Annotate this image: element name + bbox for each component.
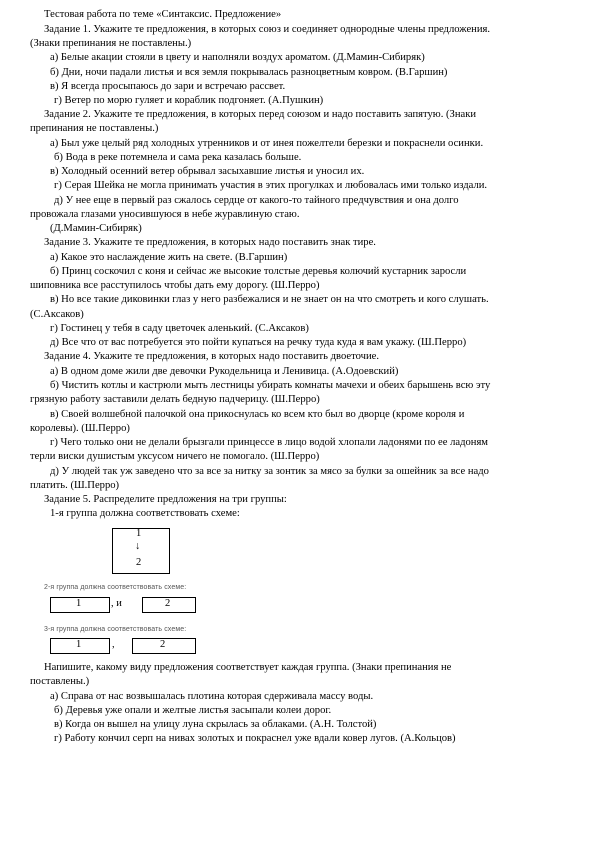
task5-option-g: г) Работу кончил серп на нивах золотых и покраснел уже вдали ковер лугов. (А.Кольцов) — [54, 733, 456, 744]
task5-group1-label: 1-я группа должна соответствовать схеме: — [50, 508, 240, 519]
task4-heading: Задание 4. Укажите те предложения, в которых надо поставить двоеточие. — [44, 351, 379, 362]
task5-group3-label: 3-я группа должна соответствовать схеме: — [44, 626, 187, 633]
task2-author: (Д.Мамин-Сибиряк) — [50, 223, 142, 234]
task4-option-b-cont: грязную работу заставили делать бедную падчерицу. (Ш.Перро) — [30, 394, 320, 405]
task1-heading-cont: (Знаки препинания не поставлены.) — [30, 38, 192, 49]
task2-heading: Задание 2. Укажите те предложения, в которых перед союзом и надо поставить запятую. (Знаки — [44, 109, 477, 120]
task4-option-v: в) Своей волшебной палочкой она прикоснулась ко всем кто был во дворце (кроме короля и — [50, 409, 465, 420]
scheme3-clause-1: 1 — [76, 639, 82, 650]
task4-option-g: г) Чего только они не делали брызгали принцессе в лицо водой хлопали ладонями по ее ладоням — [50, 437, 489, 448]
task3-option-v-cont: (С.Аксаков) — [30, 309, 84, 320]
task2-option-b: б) Вода в реке потемнела и сама река казалась больше. — [54, 152, 302, 163]
task4-option-g-cont: терли виски душистым уксусом ничего не помогало. (Ш.Перро) — [30, 451, 320, 462]
scheme1-clause-2: 2 — [136, 557, 142, 568]
task5-question-cont: поставлены.) — [30, 676, 90, 687]
task5-option-b: б) Деревья уже опали и желтые листья засыпали колеи дорог. — [54, 705, 332, 716]
task5-group2-label: 2-я группа должна соответствовать схеме: — [44, 584, 187, 591]
task3-option-b-cont: шиповника все расступилось чтобы дать ему дорогу. (Ш.Перро) — [30, 280, 320, 291]
task4-option-b: б) Чистить котлы и кастрюли мыть лестницы убирать комнаты мачехи и обеих барышень всю эту — [50, 380, 491, 391]
scheme2-clause-1: 1 — [76, 598, 82, 609]
task5-option-a: а) Справа от нас возвышалась плотина которая сдерживала массу воды. — [50, 691, 374, 702]
task1-heading: Задание 1. Укажите те предложения, в которых союз и соединяет однородные члены предложения. — [44, 24, 491, 35]
task5-question: Напишите, какому виду предложения соответствует каждая группа. (Знаки препинания не — [44, 662, 452, 673]
task3-option-a: а) Какое это наслаждение жить на свете. (В.Гаршин) — [50, 252, 288, 263]
task1-option-a: а) Белые акации стояли в цвету и наполняли воздух ароматом. (Д.Мамин-Сибиряк) — [50, 52, 425, 63]
scheme1-arrow-icon: ↓ — [135, 541, 141, 552]
scheme3-clause-2: 2 — [160, 639, 166, 650]
worksheet-title: Тестовая работа по теме «Синтаксис. Предложение» — [44, 9, 282, 20]
task2-option-a: а) Был уже целый ряд холодных утренников и от инея пожелтели березки и покраснели осинки. — [50, 138, 484, 149]
scheme3-comma: , — [112, 639, 115, 650]
scheme2-clause-2: 2 — [165, 598, 171, 609]
task3-heading: Задание 3. Укажите те предложения, в которых надо поставить знак тире. — [44, 237, 376, 248]
task3-option-v: в) Но все такие диковинки глаз у него разбежалися и не знает он на что смотреть и кого слушать. — [50, 294, 489, 305]
task5-heading: Задание 5. Распределите предложения на три группы: — [44, 494, 287, 505]
task3-option-b: б) Принц соскочил с коня и сейчас же высокие толстые деревья колючий кустарник заросли — [50, 266, 467, 277]
task4-option-a: а) В одном доме жили две девочки Рукодельница и Ленивица. (А.Одоевский) — [50, 366, 399, 377]
task3-option-d: д) Все что от вас потребуется это пойти купаться на речку туда куда я вам укажу. (Ш.Перро) — [50, 337, 467, 348]
task2-option-d-cont: провожала глазами уносившуюся в небе журавлиную стаю. — [30, 209, 300, 220]
task2-option-v: в) Холодный осенний ветер обрывал засыхавшие листья и уносил их. — [50, 166, 365, 177]
task4-option-d-cont: платить. (Ш.Перро) — [30, 480, 120, 491]
task2-option-g: г) Серая Шейка не могла принимать участия в этих прогулках и любовалась ими только издали. — [54, 180, 488, 191]
task2-heading-cont: препинания не поставлены.) — [30, 123, 159, 134]
scheme1-clause-1: 1 — [136, 528, 142, 539]
task1-option-b: б) Дни, ночи падали листья и вся земля покрывалась разноцветным ковром. (В.Гаршин) — [50, 67, 448, 78]
task2-option-d: д) У нее еще в первый раз сжалось сердце от какого-то тайного предчувствия и она долго — [54, 195, 459, 206]
task1-option-v: в) Я всегда просыпаюсь до зари и встречаю рассвет. — [50, 81, 286, 92]
task1-option-g: г) Ветер по морю гуляет и кораблик подгоняет. (А.Пушкин) — [54, 95, 324, 106]
scheme2-conjunction: , и — [111, 598, 122, 609]
task4-option-v-cont: королевы). (Ш.Перро) — [30, 423, 130, 434]
task5-option-v: в) Когда он вышел на улицу луна скрылась за облаками. (А.Н. Толстой) — [54, 719, 377, 730]
task3-option-g: г) Гостинец у тебя в саду цветочек аленький. (С.Аксаков) — [50, 323, 309, 334]
task4-option-d: д) У людей так уж заведено что за все за нитку за зонтик за мясо за булки за ошейник за все надо — [50, 466, 489, 477]
